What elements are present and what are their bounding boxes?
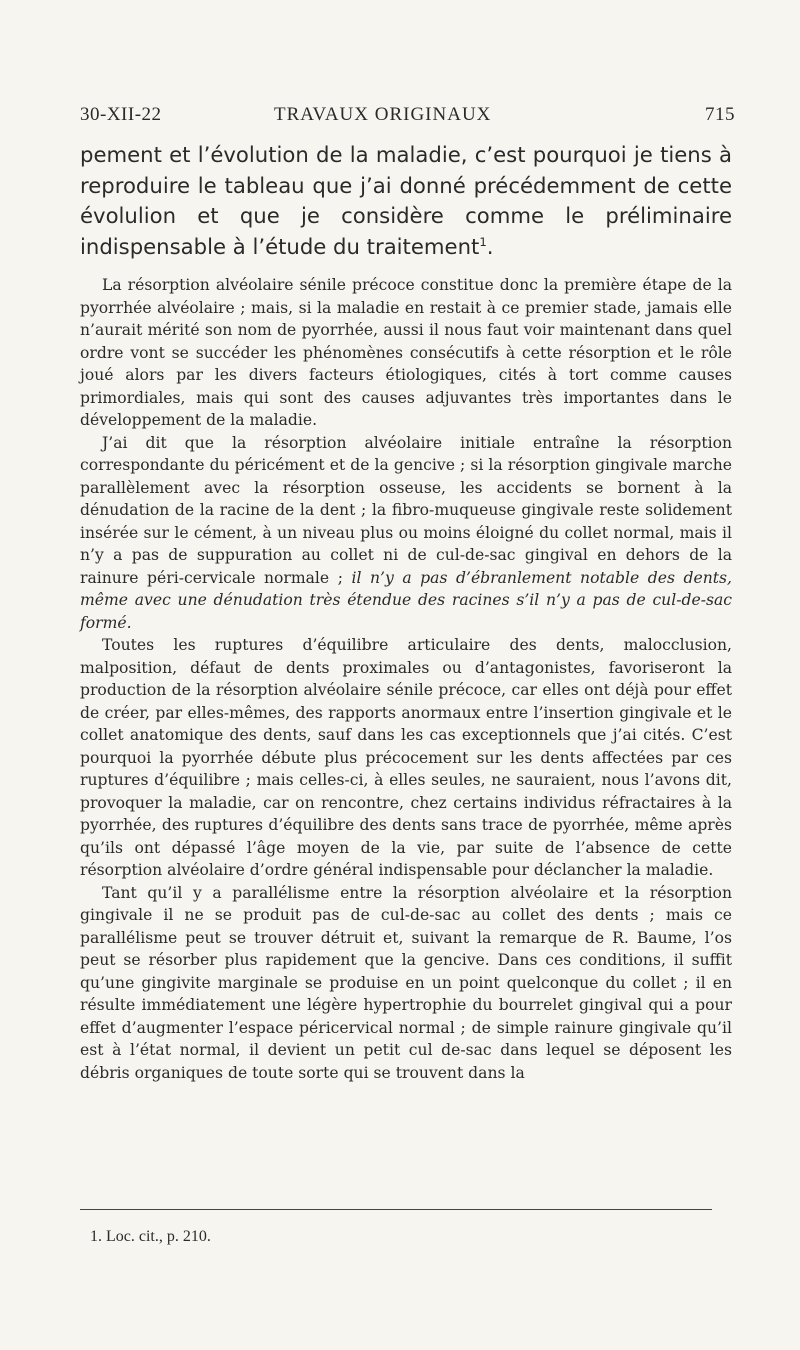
intro-end: . (486, 233, 494, 259)
header-section-title: TRAVAUX ORIGINAUX (274, 104, 492, 125)
page-number: 715 (705, 104, 735, 125)
paragraph-4: Tant qu’il y a parallélisme entre la résorption alvéolaire et la résorption gingivale il ne se produit pas de cul-de-sac au collet des dents ; mais ce parallélisme peut se trouver détruit et, suivant la remarque de R. Baume, l’os peut se résorber plus rapidement que la gencive. Dans ces conditions, il suffit qu’une gingivite marginale se produise en un point quelconque du collet ; il en résulte immédiatement une légère hypertrophie du bourrelet gingival qui a pour effet d’augmenter l’espace péricervical normal ; de simple rainure gingivale qu’il est à l’état normal, il devient un petit cul de-sac dans lequel se déposent les débris organiques de toute sorte qui se trouvent dans la (80, 883, 732, 1082)
intro-paragraph (80, 140, 732, 262)
paragraph-2-text: J’ai dit que la résorption alvéolaire initiale entraîne la résorption correspondante du péricément et de la gencive ; si la résorption gingivale marche parallèlement avec la résorption osseuse, les accidents se bornent à la dénudation de la racine de la dent ; la fibro-muqueuse gingivale reste solidement insérée sur le cément, à un niveau plus ou moins éloigné du collet normal, mais il n’y a pas de suppuration au collet ni de cul-de-sac gingival en dehors de la rainure péri-cervicale normale ; (80, 433, 732, 587)
header-date: 30-XII-22 (80, 104, 162, 125)
paragraph-3: Toutes les ruptures d’équilibre articulaire des dents, malocclusion, malposition, défaut de dents proximales ou d’antagonistes, favoriseront la production de la résorption alvéolaire sénile précoce, car elles ont déjà pour effet de créer, par elles-mêmes, des rapports anormaux entre l’insertion gingivale et le collet anatomique des dents, sauf dans les cas exceptionnels que j’ai cités. C’est pourquoi la pyorrhée débute plus précocement sur les dents affectées par ces ruptures d’équilibre ; mais celles-ci, à elles seules, ne sauraient, nous l’avons dit, provoquer la maladie, car on rencontre, chez certains individus réfractaires à la pyorrhée, des ruptures d’équilibre des dents sans trace de pyorrhée, même après qu’ils ont dépassé l’âge moyen de la vie, par suite de l’absence de cette résorption alvéolaire d’ordre général indispensable pour déclancher la maladie. (80, 636, 732, 879)
paragraph-2 (80, 432, 732, 635)
footnote-marker: 1 (479, 234, 487, 249)
body-text (80, 274, 732, 1084)
running-header (80, 100, 735, 130)
paragraph-2-italic: il n’y a pas d’ébranlement notable des dents, même avec une dénudation très étendue des racines s’il n’y a pas de cul-de-sac formé. (80, 568, 732, 632)
footnote: 1. Loc. cit., p. 210. (90, 1228, 211, 1245)
intro-text: pement et l’évolution de la maladie, c’est pourquoi je tiens à reproduire le tableau que j’ai donné précédemment de cette évolulion et que je considère comme le préliminaire indispensable à l’étude du traitement (80, 142, 732, 259)
paragraph-1: La résorption alvéolaire sénile précoce constitue donc la première étape de la pyorrhée alvéolaire ; mais, si la maladie en restait à ce premier stade, jamais elle n’aurait mérité son nom de pyorrhée, aussi il nous faut voir maintenant dans quel ordre vont se succéder les phénomènes consécutifs à cette résorption et le rôle joué alors par les divers facteurs étiologiques, cités à tort comme causes primordiales, mais qui sont des causes adjuvantes très importantes dans le développement de la maladie. (80, 276, 732, 429)
footnote-divider (80, 1209, 712, 1210)
